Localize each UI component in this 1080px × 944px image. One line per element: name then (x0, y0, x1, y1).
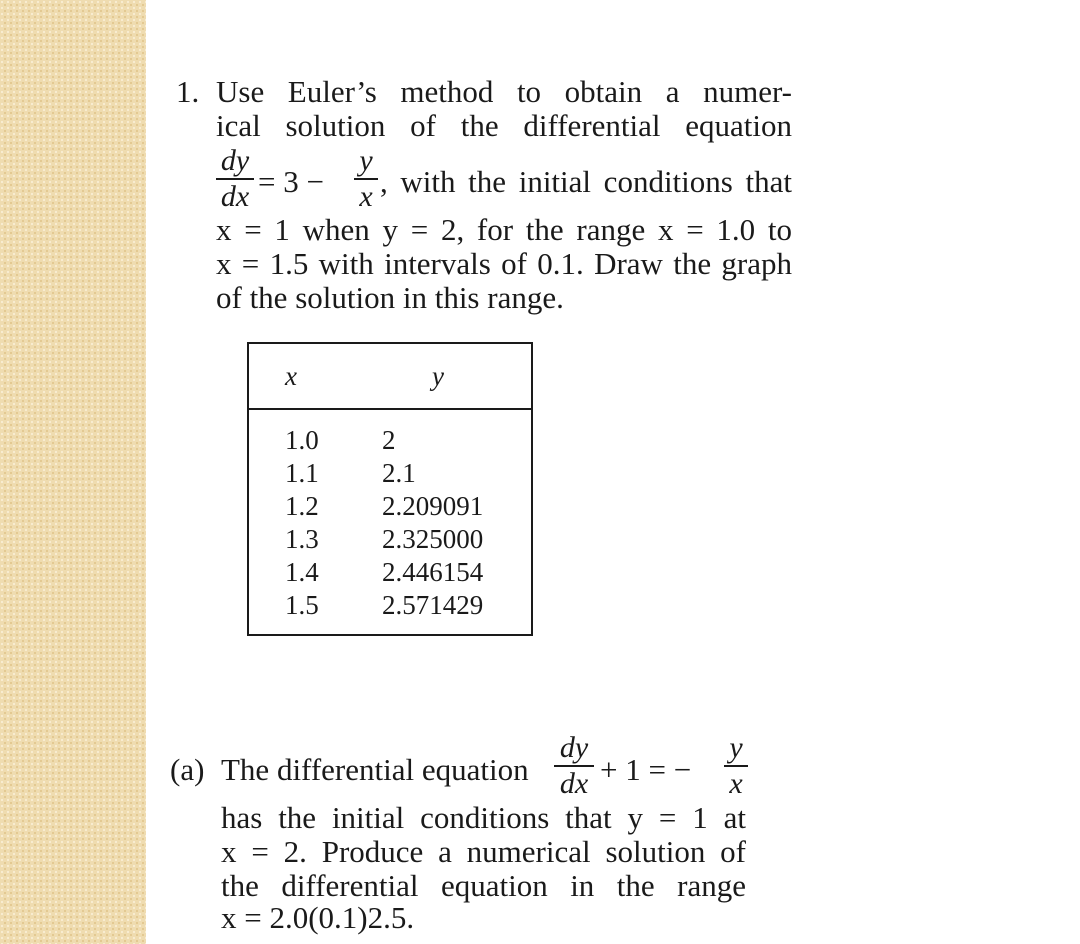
table-row (248, 457, 532, 490)
fraction-denominator: dx (220, 179, 250, 213)
header-y: y (382, 343, 532, 409)
part-a-line-4: the differential equation in the range (221, 868, 746, 903)
table-row (248, 589, 532, 635)
cell-y: 2.571429 (382, 590, 484, 620)
problem-text-line-4: x = 1 when y = 2, for the range x = 1.0 to (216, 212, 792, 247)
table-row (248, 490, 532, 523)
fraction-numerator: y (729, 731, 743, 764)
cell-x: 1.2 (285, 491, 319, 521)
table-row (248, 409, 532, 457)
derivative-fraction (216, 146, 254, 212)
table-row (248, 523, 532, 556)
decorative-side-panel (0, 0, 146, 944)
table-header-row (248, 343, 532, 409)
cell-y: 2.209091 (382, 491, 484, 521)
problem-text-line-5: x = 1.5 with intervals of 0.1. Draw the graph (216, 246, 792, 281)
equation-tail-text: , with the initial conditions that (380, 164, 792, 199)
fraction-numerator: dy (559, 731, 589, 764)
problem-text-line-2: ical solution of the differential equation (216, 108, 792, 143)
cell-x: 1.3 (285, 524, 319, 554)
fraction-numerator: dy (220, 144, 250, 177)
fraction-numerator: y (359, 144, 373, 177)
problem-text-line-6: of the solution in this range. (216, 280, 564, 315)
fraction-denominator: x (359, 179, 373, 213)
part-a-line-3: x = 2. Produce a numerical solution of (221, 834, 746, 869)
table-row (248, 556, 532, 589)
cell-y: 2 (382, 425, 396, 455)
y-over-x-fraction (724, 733, 748, 799)
cell-y: 2.1 (382, 458, 416, 488)
part-label: (a) (170, 752, 205, 787)
part-a-line-1: The differential equation (221, 752, 529, 787)
cell-x: 1.4 (285, 557, 319, 587)
cell-x: 1.1 (285, 458, 319, 488)
fraction-denominator: dx (559, 766, 589, 800)
cell-y: 2.446154 (382, 557, 484, 587)
problem-number: 1. (176, 74, 200, 109)
cell-x: 1.5 (285, 590, 319, 620)
part-a-line-5: x = 2.0(0.1)2.5. (221, 900, 415, 935)
fraction-denominator: x (729, 766, 743, 800)
header-x: x (248, 343, 382, 409)
part-a-equation-middle: + 1 = − (600, 752, 692, 787)
problem-text-line-1: Use Euler’s method to obtain a numer- (216, 74, 792, 109)
part-a-line-2: has the initial conditions that y = 1 at (221, 800, 746, 835)
cell-x: 1.0 (285, 425, 319, 455)
y-over-x-fraction (354, 146, 378, 212)
solution-table (247, 342, 533, 636)
cell-y: 2.325000 (382, 524, 484, 554)
equation-middle: = 3 − (258, 164, 324, 199)
derivative-fraction (554, 733, 594, 799)
